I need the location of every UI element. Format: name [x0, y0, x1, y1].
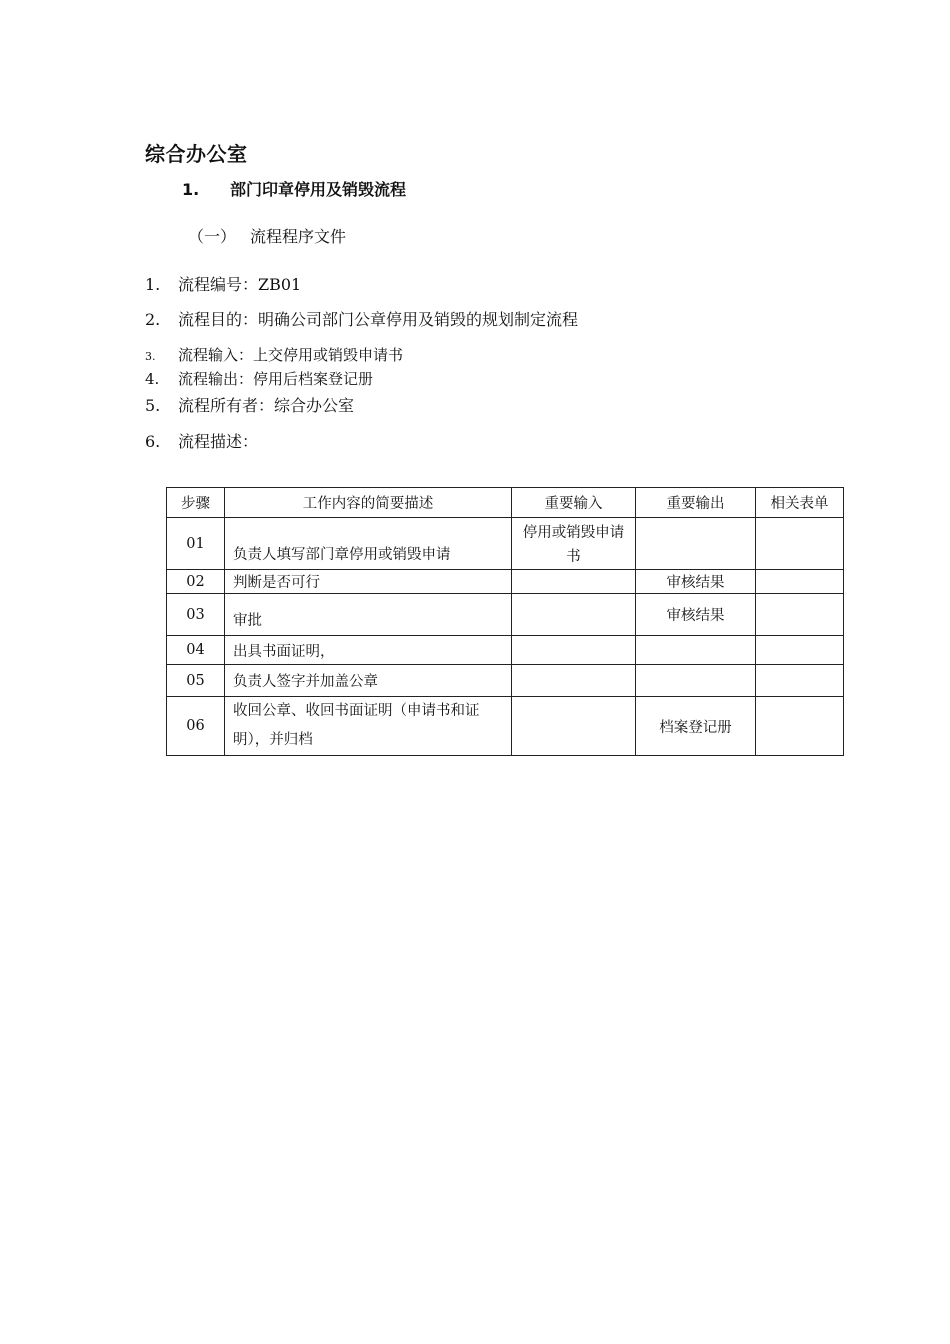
list-item-number: 4.	[145, 370, 160, 388]
cell-input	[512, 697, 636, 756]
header-description: 工作内容的简要描述	[225, 488, 512, 518]
subsection-heading	[188, 224, 346, 247]
department-heading: 综合办公室	[145, 142, 248, 166]
cell-form	[756, 570, 844, 594]
cell-form	[756, 636, 844, 665]
list-item-number: 6.	[145, 432, 161, 451]
header-output: 重要输出	[636, 488, 756, 518]
table-header-row	[167, 488, 844, 518]
list-item-number: 1.	[145, 275, 161, 294]
cell-output: 档案登记册	[636, 697, 756, 756]
table-row	[167, 594, 844, 636]
cell-description: 出具书面证明，	[225, 636, 512, 665]
table-row	[167, 697, 844, 756]
cell-step: 01	[167, 518, 225, 570]
list-item-number: 2.	[145, 310, 161, 329]
cell-output	[636, 636, 756, 665]
section-title: 部门印章停用及销毁流程	[230, 180, 407, 199]
subsection-number: （一）	[188, 227, 237, 246]
header-step: 步骤	[167, 488, 225, 518]
list-item-number: 3.	[145, 350, 156, 363]
cell-step: 02	[167, 570, 225, 594]
cell-step: 03	[167, 594, 225, 636]
header-form: 相关表单	[756, 488, 844, 518]
cell-form	[756, 697, 844, 756]
table-row	[167, 570, 844, 594]
list-item-text: 流程输出：停用后档案登记册	[178, 370, 374, 388]
header-input: 重要输入	[512, 488, 636, 518]
list-item	[145, 344, 403, 365]
list-item-text: 流程编号：ZB01	[178, 275, 302, 294]
subsection-title: 流程程序文件	[250, 227, 347, 246]
list-item-number: 5.	[145, 396, 161, 415]
table-row	[167, 636, 844, 665]
cell-output	[636, 665, 756, 697]
list-item-text: 流程描述：	[178, 432, 259, 451]
cell-input	[512, 570, 636, 594]
cell-input	[512, 636, 636, 665]
section-number: 1.	[182, 180, 200, 199]
cell-output	[636, 518, 756, 570]
cell-output: 审核结果	[636, 594, 756, 636]
cell-form	[756, 594, 844, 636]
table-row	[167, 518, 844, 570]
cell-step: 05	[167, 665, 225, 697]
cell-description: 收回公章、收回书面证明（申请书和证明），并归档	[225, 697, 512, 756]
process-table	[166, 487, 844, 756]
list-item-text: 流程目的：明确公司部门公章停用及销毁的规划制定流程	[178, 310, 579, 329]
list-item	[145, 307, 578, 330]
section-heading	[182, 177, 406, 200]
cell-output: 审核结果	[636, 570, 756, 594]
cell-description: 审批	[225, 594, 512, 636]
cell-input	[512, 594, 636, 636]
cell-description: 判断是否可行	[225, 570, 512, 594]
list-item	[145, 272, 301, 295]
cell-form	[756, 518, 844, 570]
list-item	[145, 393, 354, 416]
cell-input	[512, 665, 636, 697]
cell-form	[756, 665, 844, 697]
cell-step: 04	[167, 636, 225, 665]
list-item-text: 流程输入：上交停用或销毁申请书	[178, 346, 404, 364]
cell-description: 负责人填写部门章停用或销毁申请	[225, 518, 512, 570]
cell-description: 负责人签字并加盖公章	[225, 665, 512, 697]
list-item-text: 流程所有者：综合办公室	[178, 396, 355, 415]
cell-input: 停用或销毁申请书	[512, 518, 636, 570]
cell-step: 06	[167, 697, 225, 756]
table-row	[167, 665, 844, 697]
list-item	[145, 429, 258, 452]
list-item	[145, 368, 373, 389]
